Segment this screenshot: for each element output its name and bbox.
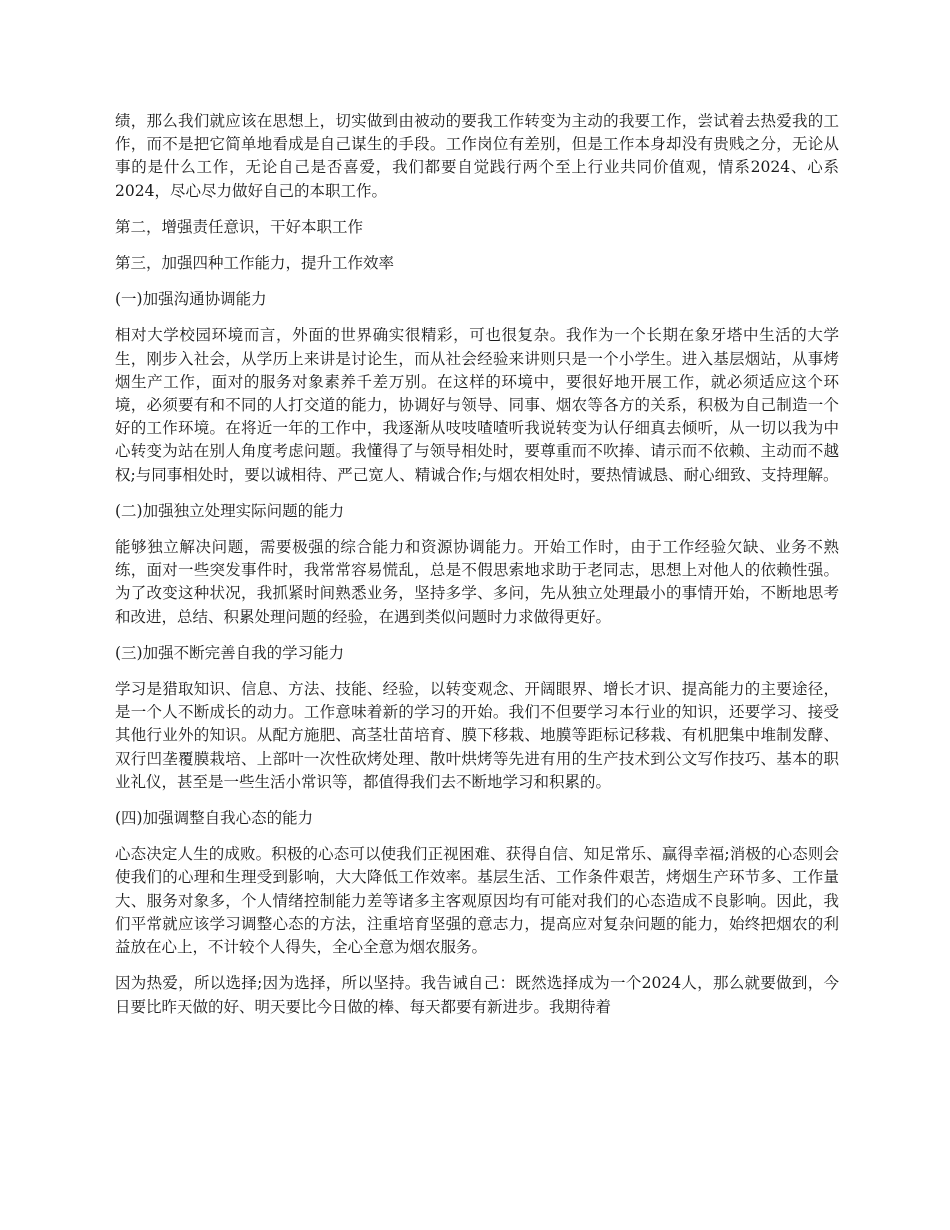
heading-third-point: 第三，加强四种工作能力，提升工作效率 bbox=[115, 254, 395, 273]
subheading-independent: (二)加强独立处理实际问题的能力 bbox=[115, 501, 345, 520]
paragraph-mindset: 心态决定人生的成败。积极的心态可以使我们正视困难、获得自信、知足常乐、赢得幸福;消极的心态则会使我们的心理和生理受到影响，大大降低工作效率。基层生活、工作条件艰苦，烤烟生产环节多、工作量大、服务对象多，个人情绪控制能力差等诸多主客观原因均有可能对我们的心态造成不良影响。因此，我们平常就应该学习调整心态的方法，注重培育坚强的意志力，提高应对复杂问题的能力，始终把烟农的利益放在心上，不计较个人得失，全心全意为烟农服务。 bbox=[115, 845, 839, 957]
subheading-mindset: (四)加强调整自我心态的能力 bbox=[115, 809, 314, 828]
paragraph-closing: 因为热爱，所以选择;因为选择，所以坚持。我告诫自己：既然选择成为一个2024人，那么就要做到，今日要比昨天做的好、明天要比今日做的棒、每天都要有新进步。我期待着 bbox=[115, 974, 839, 1016]
paragraph-communication: 相对大学校园环境而言，外面的世界确实很精彩，可也很复杂。我作为一个长期在象牙塔中生活的大学生，刚步入社会，从学历上来讲是讨论生，而从社会经验来讲则只是一个小学生。进入基层烟站，从事烤烟生产工作，面对的服务对象素养千差万别。在这样的环境中，要很好地开展工作，就必须适应这个环境，必须要有和不同的人打交道的能力，协调好与领导、同事、烟农等各方的关系，积极为自己制造一个好的工作环境。在将近一年的工作中，我逐渐从吱吱喳喳听我说转变为认仔细真去倾听，从一切以我为中心转变为站在别人角度考虑问题。我懂得了与领导相处时，要尊重而不吹捧、请示而不依赖、主动而不越权;与同事相处时，要以诚相待、严己宽人、精诚合作;与烟农相处时，要热情诚恳、耐心细致、支持理解。 bbox=[115, 326, 839, 484]
heading-second-point: 第二，增强责任意识，干好本职工作 bbox=[115, 217, 364, 236]
paragraph-learning: 学习是猎取知识、信息、方法、技能、经验，以转变观念、开阔眼界、增长才识、提高能力的主要途径，是一个人不断成长的动力。工作意味着新的学习的开始。我们不但要学习本行业的知识，还要学习、接受其他行业外的知识。从配方施肥、高茎壮苗培育、膜下移栽、地膜等距标记移栽、有机肥集中堆制发酵、双行凹垄覆膜栽培、上部叶一次性砍烤处理、散叶烘烤等先进有用的生产技术到公文写作技巧、基本的职业礼仪，甚至是一些生活小常识等，都值得我们去不断地学习和积累的。 bbox=[115, 680, 839, 791]
subheading-communication: (一)加强沟通协调能力 bbox=[115, 290, 267, 309]
paragraph-intro-continuation: 绩，那么我们就应该在思想上，切实做到由被动的要我工作转变为主动的我要工作，尝试着去热爱我的工作，而不是把它简单地看成是自己谋生的手段。工作岗位有差别，但是工作本身却没有贵贱之分，无论从事的是什么工作，无论自己是否喜爱，我们都要自觉践行两个至上行业共同价值观，情系2024、心系2024，尽心尽力做好自己的本职工作。 bbox=[115, 112, 839, 200]
paragraph-independent: 能够独立解决问题，需要极强的综合能力和资源协调能力。开始工作时，由于工作经验欠缺、业务不熟练，面对一些突发事件时，我常常容易慌乱，总是不假思索地求助于老同志，思想上对他人的依赖性强。为了改变这种状况，我抓紧时间熟悉业务，坚持多学、多问，先从独立处理最小的事情开始，不断地思考和改进，总结、积累处理问题的经验，在遇到类似问题时力求做得更好。 bbox=[115, 538, 839, 626]
document-page bbox=[115, 110, 839, 1032]
subheading-learning: (三)加强不断完善自我的学习能力 bbox=[115, 643, 345, 662]
